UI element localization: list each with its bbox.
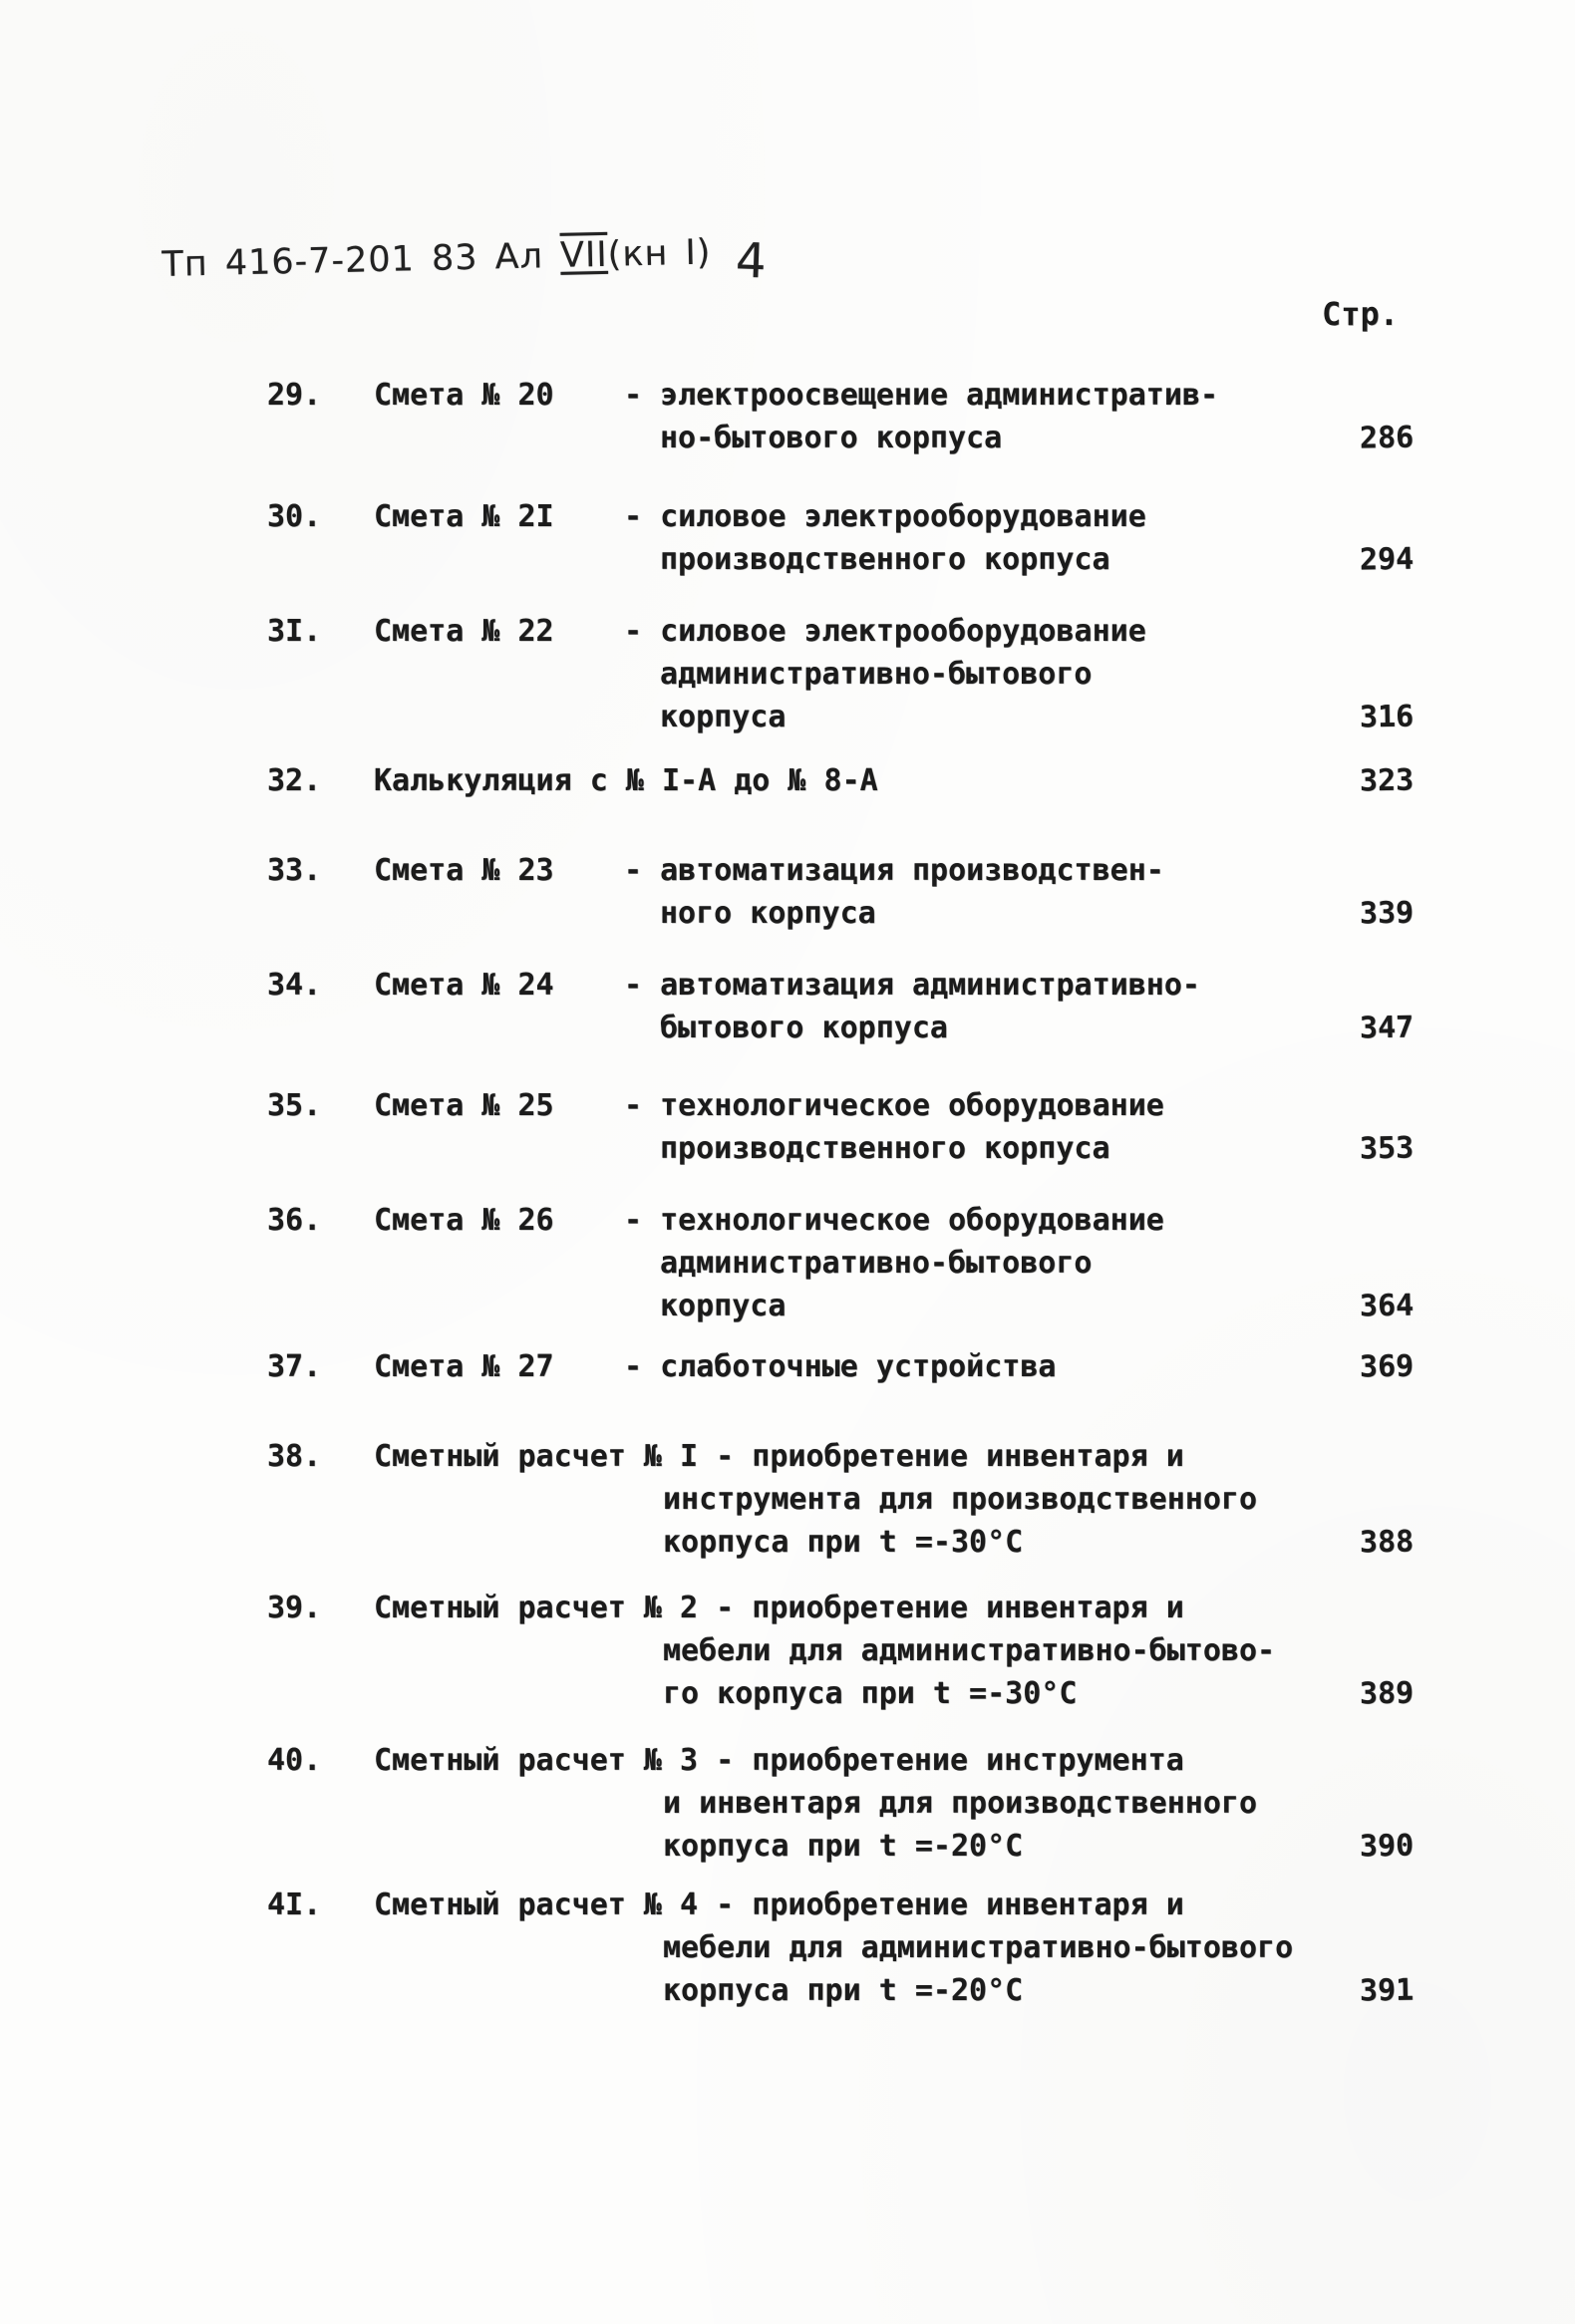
document-code-roman-numeral: VII [559,234,609,276]
entry-page-number: 364 [1359,1288,1415,1324]
entry-page-number: 390 [1359,1828,1415,1865]
entry-number: 29. [267,378,322,413]
entry-label: Смета № 22 [374,614,554,649]
entry-page-number: 286 [1359,420,1415,456]
entry-number: 39. [267,1591,322,1625]
page-column-header: Стр. [1322,295,1400,333]
entry-page-number: 323 [1359,762,1415,799]
entry-description: - слаботочные устройства [624,1349,1057,1384]
entry-number: 30. [267,499,322,534]
entry-description: - силовое электрооборудование производственного корпуса [624,499,1146,577]
document-code-suffix: (кн I) [607,232,712,275]
entry-page-number: 316 [1359,699,1415,735]
entry-description: - автоматизация административно- бытового корпуса [624,968,1200,1045]
entry-label-description: Сметный расчет № 2 - приобретение инвентаря и мебели для административно-бытово- го корпуса при t =-30°С [374,1591,1276,1711]
entry-number: 34. [267,968,322,1003]
entry-description: - технологическое оборудование административно-бытового корпуса [624,1203,1164,1323]
document-code-prefix: Тп 416-7-201 83 Ал [161,235,561,285]
entry-description: - силовое электрооборудование административно-бытового корпуса [624,614,1146,734]
toc-entry [267,1587,1414,1715]
entry-label: Смета № 25 [374,1088,554,1123]
entry-page-number: 369 [1359,1348,1415,1385]
entry-label-description: Сметный расчет № 4 - приобретение инвентаря и мебели для административно-бытового корпуса при t =-20°С [374,1888,1294,2008]
entry-label: Смета № 24 [374,968,554,1003]
entry-number: 32. [267,763,322,798]
entry-label: Смета № 27 [374,1349,554,1384]
toc-entry [267,610,1414,738]
entry-description: - электроосвещение административ- но-бытового корпуса [624,378,1219,455]
sheet-number: 4 [735,232,768,290]
toc-entry [267,1345,1414,1388]
toc-entry [267,1435,1414,1564]
toc-entry [267,964,1414,1049]
entry-label: Смета № 26 [374,1203,554,1238]
toc-entry [267,1084,1414,1170]
entry-number: 36. [267,1203,322,1238]
toc-entry [267,1884,1414,2012]
toc-entry [267,1199,1414,1327]
entry-description: - автоматизация производствен- ного корпуса [624,853,1164,931]
entry-number: 38. [267,1439,322,1474]
entry-page-number: 391 [1359,1972,1415,2009]
entry-page-number: 294 [1359,541,1415,578]
toc-entry [267,495,1414,581]
entry-page-number: 389 [1359,1675,1415,1712]
entry-page-number: 388 [1359,1524,1415,1561]
entry-label: Смета № 23 [374,853,554,888]
entry-number: 3I. [267,614,322,649]
entry-page-number: 347 [1359,1010,1415,1046]
entry-description: - технологическое оборудование производственного корпуса [624,1088,1164,1166]
toc-entry [267,759,1414,802]
entry-number: 37. [267,1349,322,1384]
entry-label-description: Сметный расчет № 3 - приобретение инструмента и инвентаря для производственного корпуса при t =-20°С [374,1743,1258,1864]
entry-label: Смета № 20 [374,378,554,413]
toc-entry [267,1739,1414,1868]
entry-label-description: Сметный расчет № I - приобретение инвентаря и инструмента для производственного корпуса при t =-30°С [374,1439,1258,1560]
entry-number: 40. [267,1743,322,1778]
toc-entry [267,374,1414,459]
entry-page-number: 353 [1359,1130,1415,1167]
entry-number: 4I. [267,1888,322,1922]
entry-number: 35. [267,1088,322,1123]
entry-page-number: 339 [1359,895,1415,932]
entry-label-description: Калькуляция с № I-А до № 8-А [374,763,878,798]
entry-label: Смета № 2I [374,499,554,534]
toc-entry [267,849,1414,935]
entry-number: 33. [267,853,322,888]
